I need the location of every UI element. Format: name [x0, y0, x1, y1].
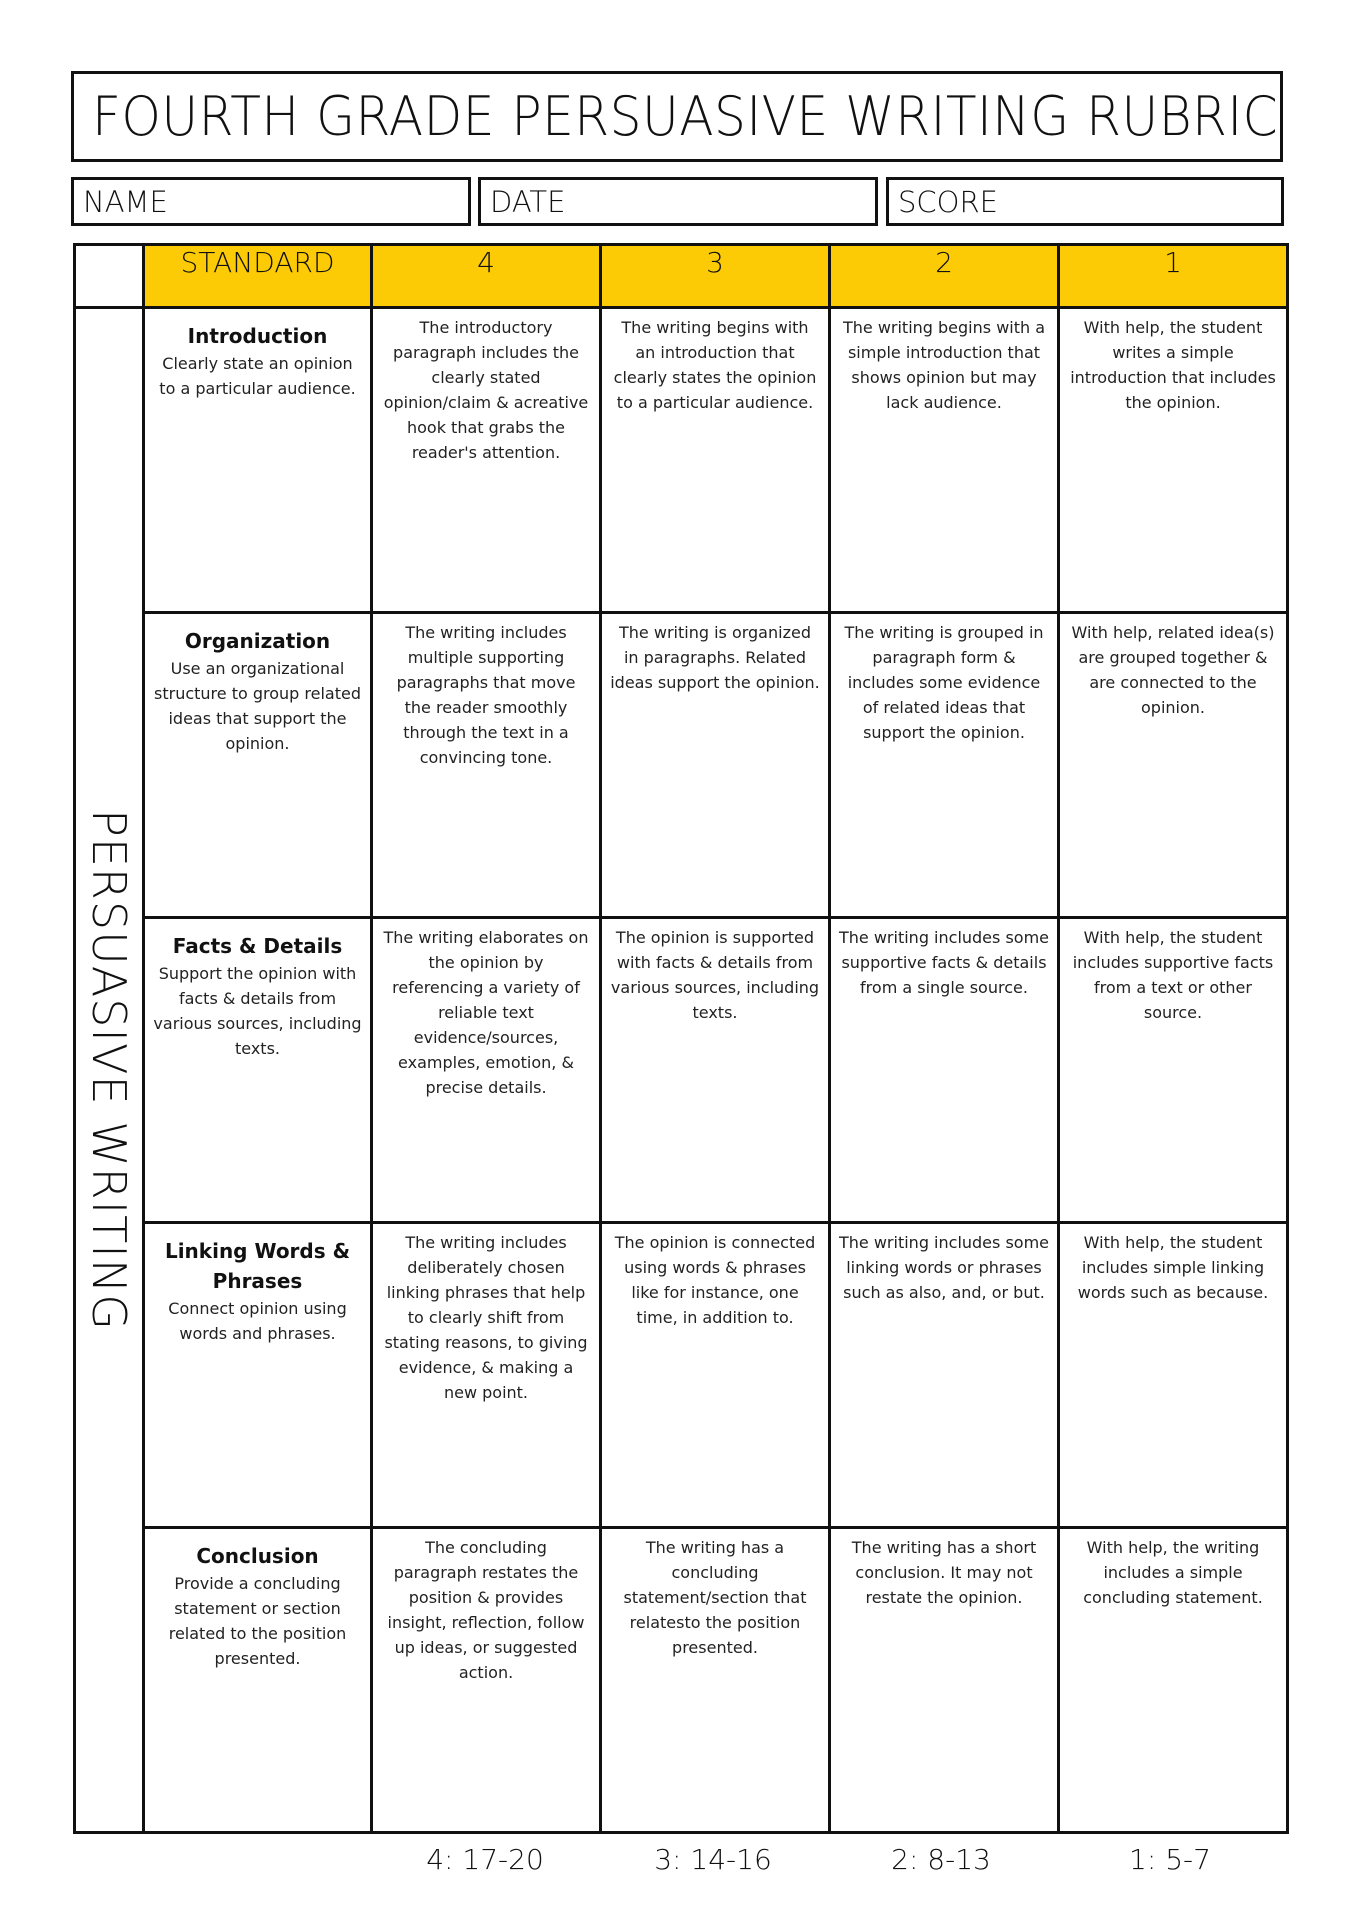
criteria-cell	[372, 308, 601, 613]
rubric-table	[73, 243, 1289, 1834]
name-label: NAME	[83, 184, 168, 219]
score-range-3: 3: 14-16	[654, 1843, 772, 1876]
name-field[interactable]	[71, 177, 471, 226]
standard-description: Support the opinion with facts & details from various sources, including texts.	[153, 964, 362, 1058]
table-row	[75, 308, 1288, 613]
criteria-cell	[1059, 613, 1288, 918]
criteria-cell	[830, 613, 1059, 918]
rubric-title-box	[71, 71, 1283, 162]
score-range-1: 1: 5-7	[1129, 1843, 1211, 1876]
header-score-1: 1	[1059, 245, 1288, 308]
criteria-cell	[372, 1528, 601, 1833]
rubric-title: FOURTH GRADE PERSUASIVE WRITING RUBRIC	[92, 85, 1279, 148]
criteria-cell	[372, 918, 601, 1223]
criteria-cell	[372, 1223, 601, 1528]
date-field[interactable]	[478, 177, 878, 226]
score-label: SCORE	[898, 184, 998, 219]
standard-description: Connect opinion using words and phrases.	[168, 1299, 347, 1343]
criteria-text: With help, the student writes a simple introduction that includes the opinion.	[1070, 318, 1276, 412]
header-standard: STANDARD	[144, 245, 372, 308]
criteria-text: The introductory paragraph includes the clearly stated opinion/claim & acreative hook that grabs the reader's attention.	[383, 318, 589, 462]
criteria-cell	[1059, 308, 1288, 613]
standard-title: Conclusion	[196, 1544, 319, 1568]
criteria-text: With help, the student includes simple linking words such as because.	[1077, 1233, 1269, 1302]
criteria-cell	[601, 308, 830, 613]
criteria-cell	[830, 308, 1059, 613]
score-field[interactable]	[886, 177, 1284, 226]
criteria-text: With help, the writing includes a simple concluding statement.	[1083, 1538, 1263, 1607]
criteria-text: The writing is grouped in paragraph form & includes some evidence of related ideas that support the opinion.	[844, 623, 1044, 742]
standard-description: Provide a concluding statement or section related to the position presented.	[168, 1574, 347, 1668]
criteria-text: The writing has a concluding statement/section that relatesto the position presented.	[623, 1538, 807, 1657]
header-row	[75, 245, 1288, 308]
standard-cell	[144, 308, 372, 613]
table-row	[75, 1528, 1288, 1833]
standard-cell	[144, 1528, 372, 1833]
header-score-4: 4	[372, 245, 601, 308]
criteria-text: The opinion is connected using words & phrases like for instance, one time, in addition to.	[614, 1233, 816, 1327]
criteria-cell	[601, 1528, 830, 1833]
criteria-text: With help, related idea(s) are grouped together & are connected to the opinion.	[1071, 623, 1275, 717]
criteria-text: The concluding paragraph restates the position & provides insight, reflection, follow up ideas, or suggested action.	[387, 1538, 585, 1682]
criteria-cell	[830, 1223, 1059, 1528]
table-row	[75, 1223, 1288, 1528]
criteria-cell	[1059, 918, 1288, 1223]
corner-cell	[75, 245, 144, 308]
header-score-3: 3	[601, 245, 830, 308]
criteria-text: The opinion is supported with facts & details from various sources, including texts.	[610, 928, 820, 1022]
score-ranges	[0, 1843, 1358, 1883]
criteria-text: The writing elaborates on the opinion by referencing a variety of reliable text evidence/sources, examples, emotion, & precise details.	[383, 928, 589, 1097]
standard-cell	[144, 918, 372, 1223]
standard-description: Use an organizational structure to group related ideas that support the opinion.	[154, 659, 361, 753]
criteria-text: The writing includes multiple supporting paragraphs that move the reader smoothly through the text in a convincing tone.	[396, 623, 576, 767]
criteria-text: The writing begins with an introduction that clearly states the opinion to a particular audience.	[613, 318, 817, 412]
header-score-2: 2	[830, 245, 1059, 308]
criteria-cell	[830, 918, 1059, 1223]
standard-title: Organization	[184, 629, 331, 653]
score-range-2: 2: 8-13	[891, 1843, 991, 1876]
criteria-text: The writing includes some linking words or phrases such as also, and, or but.	[839, 1233, 1049, 1302]
criteria-cell	[1059, 1528, 1288, 1833]
criteria-cell	[830, 1528, 1059, 1833]
standard-title: Facts & Details	[172, 934, 343, 958]
date-label: DATE	[490, 184, 566, 219]
table-row	[75, 918, 1288, 1223]
criteria-cell	[1059, 1223, 1288, 1528]
standard-title: Linking Words & Phrases	[164, 1239, 351, 1293]
side-label: PERSUASIVE WRITING	[82, 809, 136, 1331]
criteria-cell	[601, 613, 830, 918]
criteria-text: The writing has a short conclusion. It may not restate the opinion.	[851, 1538, 1037, 1607]
criteria-cell	[601, 918, 830, 1223]
criteria-text: The writing includes some supportive facts & details from a single source.	[839, 928, 1049, 997]
score-range-4: 4: 17-20	[426, 1843, 544, 1876]
side-label-cell	[75, 308, 144, 1833]
criteria-text: The writing includes deliberately chosen linking phrases that help to clearly shift from stating reasons, to giving evidence, & making a new point.	[384, 1233, 588, 1402]
standard-cell	[144, 613, 372, 918]
criteria-text: With help, the student includes supportive facts from a text or other source.	[1072, 928, 1274, 1022]
criteria-text: The writing is organized in paragraphs. Related ideas support the opinion.	[610, 623, 820, 692]
criteria-cell	[372, 613, 601, 918]
table-row	[75, 613, 1288, 918]
standard-title: Introduction	[187, 324, 328, 348]
standard-cell	[144, 1223, 372, 1528]
standard-description: Clearly state an opinion to a particular audience.	[159, 354, 356, 398]
criteria-text: The writing begins with a simple introduction that shows opinion but may lack audience.	[842, 318, 1046, 412]
criteria-cell	[601, 1223, 830, 1528]
